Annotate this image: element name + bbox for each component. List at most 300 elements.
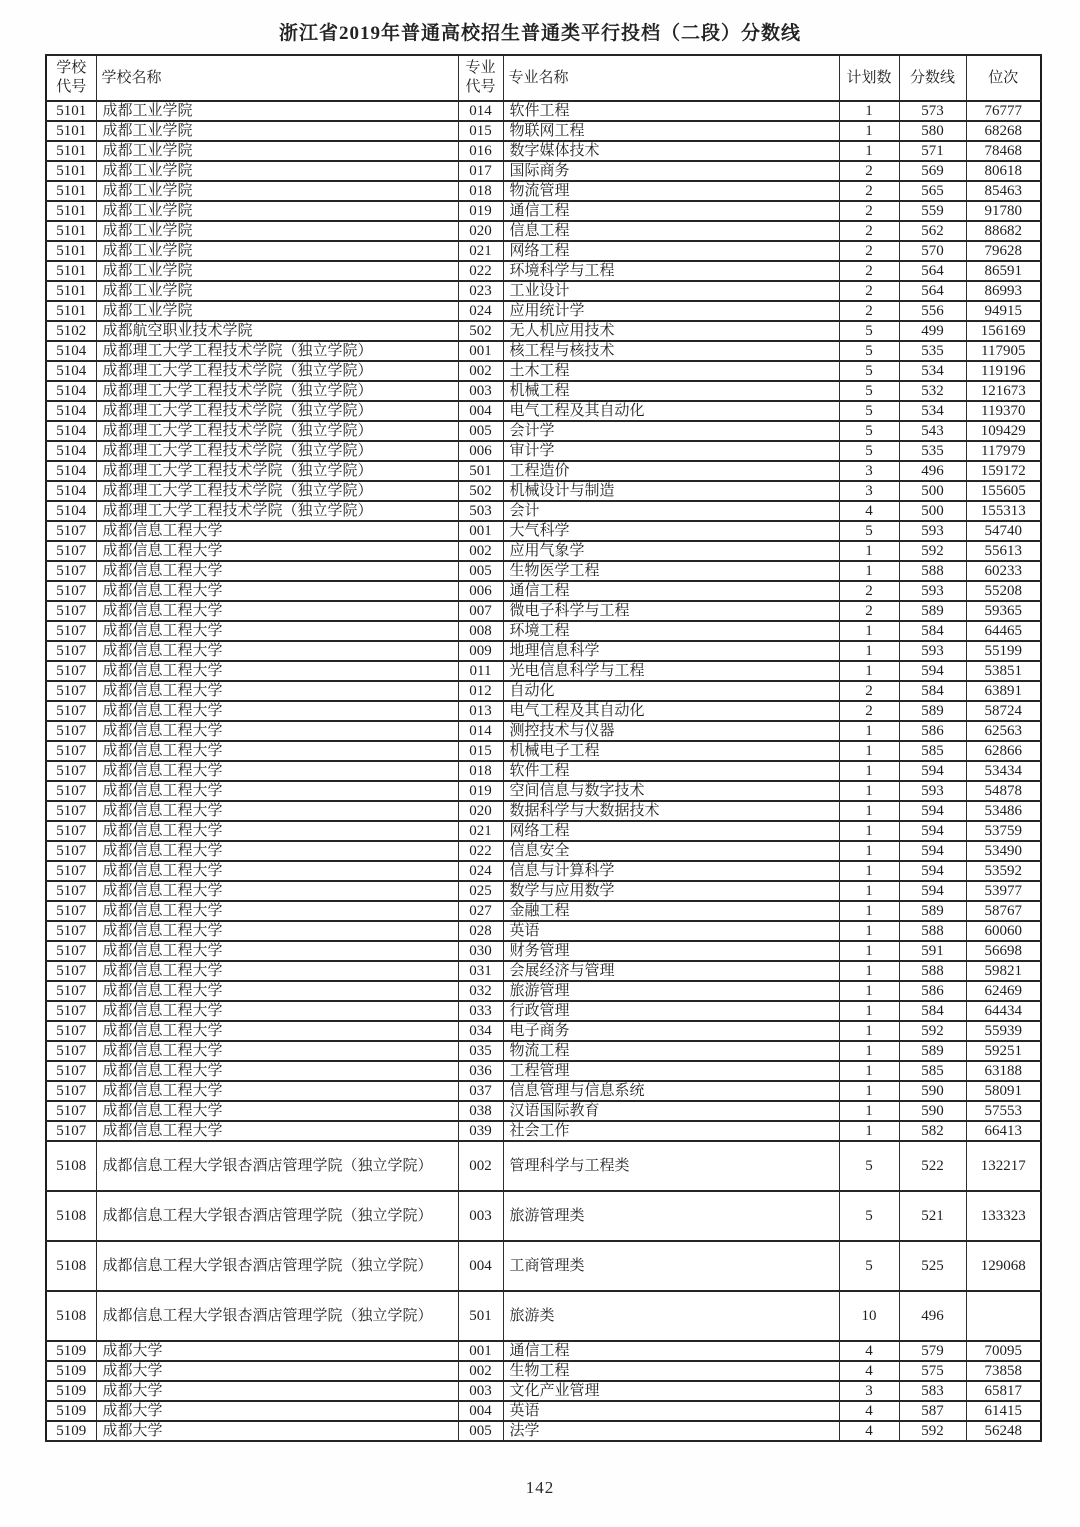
- score-line-cell: 594: [899, 661, 966, 681]
- school-name-cell: 成都信息工程大学: [96, 701, 458, 721]
- school-code-cell: 5101: [46, 261, 96, 281]
- score-line-cell: 588: [899, 961, 966, 981]
- table-row: [46, 241, 1041, 261]
- school-code-cell: 5107: [46, 1001, 96, 1021]
- major-name-cell: 数据科学与大数据技术: [503, 801, 839, 821]
- major-name-cell: 旅游类: [503, 1291, 839, 1341]
- school-name-cell: 成都大学: [96, 1361, 458, 1381]
- rank-cell: 159172: [966, 461, 1041, 481]
- school-name-cell: 成都理工大学工程技术学院（独立学院）: [96, 481, 458, 501]
- school-name-cell: 成都信息工程大学银杏酒店管理学院（独立学院）: [96, 1191, 458, 1241]
- major-code-cell: 028: [458, 921, 503, 941]
- plan-count-cell: 1: [839, 821, 899, 841]
- plan-count-cell: 2: [839, 681, 899, 701]
- plan-count-cell: 4: [839, 1341, 899, 1361]
- score-line-cell: 535: [899, 341, 966, 361]
- score-line-cell: 532: [899, 381, 966, 401]
- major-name-cell: 旅游管理: [503, 981, 839, 1001]
- page-number: 142: [525, 1478, 555, 1497]
- major-code-cell: 018: [458, 181, 503, 201]
- school-code-cell: 5104: [46, 341, 96, 361]
- major-name-cell: 光电信息科学与工程: [503, 661, 839, 681]
- school-name-cell: 成都工业学院: [96, 281, 458, 301]
- major-code-cell: 027: [458, 901, 503, 921]
- school-name-cell: 成都理工大学工程技术学院（独立学院）: [96, 341, 458, 361]
- plan-count-cell: 2: [839, 261, 899, 281]
- school-name-cell: 成都信息工程大学: [96, 941, 458, 961]
- plan-count-cell: 2: [839, 181, 899, 201]
- scores-table: [45, 54, 1042, 1442]
- score-line-cell: 556: [899, 301, 966, 321]
- rank-cell: 61415: [966, 1401, 1041, 1421]
- plan-count-cell: 1: [839, 921, 899, 941]
- major-name-cell: 行政管理: [503, 1001, 839, 1021]
- major-name-cell: 会计: [503, 501, 839, 521]
- school-name-cell: 成都信息工程大学银杏酒店管理学院（独立学院）: [96, 1241, 458, 1291]
- header-school-name: 学校名称: [96, 55, 458, 101]
- major-name-cell: 工程管理: [503, 1061, 839, 1081]
- table-row: [46, 861, 1041, 881]
- major-code-cell: 024: [458, 861, 503, 881]
- table-row: [46, 1121, 1041, 1141]
- table-row: [46, 1241, 1041, 1291]
- table-row: [46, 221, 1041, 241]
- major-name-cell: 地理信息科学: [503, 641, 839, 661]
- rank-cell: [966, 1291, 1041, 1341]
- rank-cell: 86591: [966, 261, 1041, 281]
- score-line-cell: 594: [899, 881, 966, 901]
- table-row: [46, 821, 1041, 841]
- school-code-cell: 5107: [46, 741, 96, 761]
- major-code-cell: 001: [458, 521, 503, 541]
- rank-cell: 86993: [966, 281, 1041, 301]
- school-name-cell: 成都大学: [96, 1421, 458, 1441]
- major-code-cell: 008: [458, 621, 503, 641]
- table-row: [46, 121, 1041, 141]
- plan-count-cell: 1: [839, 561, 899, 581]
- school-code-cell: 5109: [46, 1381, 96, 1401]
- school-code-cell: 5107: [46, 981, 96, 1001]
- plan-count-cell: 1: [839, 1061, 899, 1081]
- school-name-cell: 成都信息工程大学: [96, 601, 458, 621]
- rank-cell: 64434: [966, 1001, 1041, 1021]
- rank-cell: 64465: [966, 621, 1041, 641]
- rank-cell: 53592: [966, 861, 1041, 881]
- major-name-cell: 物联网工程: [503, 121, 839, 141]
- school-code-cell: 5104: [46, 401, 96, 421]
- plan-count-cell: 2: [839, 161, 899, 181]
- table-row: [46, 681, 1041, 701]
- score-line-cell: 589: [899, 1041, 966, 1061]
- rank-cell: 155605: [966, 481, 1041, 501]
- score-line-cell: 584: [899, 621, 966, 641]
- plan-count-cell: 1: [839, 781, 899, 801]
- school-code-cell: 5107: [46, 1021, 96, 1041]
- table-row: [46, 341, 1041, 361]
- major-code-cell: 021: [458, 241, 503, 261]
- school-name-cell: 成都信息工程大学: [96, 1041, 458, 1061]
- school-code-cell: 5107: [46, 781, 96, 801]
- major-name-cell: 汉语国际教育: [503, 1101, 839, 1121]
- score-line-cell: 580: [899, 121, 966, 141]
- rank-cell: 55613: [966, 541, 1041, 561]
- major-name-cell: 电气工程及其自动化: [503, 401, 839, 421]
- major-name-cell: 金融工程: [503, 901, 839, 921]
- school-code-cell: 5101: [46, 161, 96, 181]
- major-name-cell: 审计学: [503, 441, 839, 461]
- major-code-cell: 501: [458, 1291, 503, 1341]
- school-code-cell: 5107: [46, 521, 96, 541]
- school-name-cell: 成都信息工程大学: [96, 521, 458, 541]
- major-name-cell: 工程造价: [503, 461, 839, 481]
- major-code-cell: 039: [458, 1121, 503, 1141]
- plan-count-cell: 4: [839, 501, 899, 521]
- table-row: [46, 601, 1041, 621]
- table-row: [46, 1291, 1041, 1341]
- rank-cell: 55208: [966, 581, 1041, 601]
- score-line-cell: 589: [899, 901, 966, 921]
- school-name-cell: 成都信息工程大学: [96, 681, 458, 701]
- school-code-cell: 5101: [46, 141, 96, 161]
- plan-count-cell: 5: [839, 441, 899, 461]
- table-row: [46, 201, 1041, 221]
- school-name-cell: 成都信息工程大学: [96, 921, 458, 941]
- major-code-cell: 014: [458, 721, 503, 741]
- major-name-cell: 网络工程: [503, 821, 839, 841]
- school-name-cell: 成都工业学院: [96, 241, 458, 261]
- major-code-cell: 003: [458, 1191, 503, 1241]
- major-code-cell: 003: [458, 381, 503, 401]
- school-code-cell: 5107: [46, 1061, 96, 1081]
- score-line-cell: 593: [899, 641, 966, 661]
- rank-cell: 54740: [966, 521, 1041, 541]
- school-code-cell: 5107: [46, 841, 96, 861]
- plan-count-cell: 1: [839, 861, 899, 881]
- score-line-cell: 585: [899, 1061, 966, 1081]
- rank-cell: 117905: [966, 341, 1041, 361]
- major-name-cell: 工商管理类: [503, 1241, 839, 1291]
- school-name-cell: 成都工业学院: [96, 201, 458, 221]
- plan-count-cell: 1: [839, 841, 899, 861]
- table-row: [46, 661, 1041, 681]
- rank-cell: 60060: [966, 921, 1041, 941]
- header-rank: 位次: [966, 55, 1041, 101]
- plan-count-cell: 4: [839, 1361, 899, 1381]
- score-line-cell: 569: [899, 161, 966, 181]
- rank-cell: 58724: [966, 701, 1041, 721]
- plan-count-cell: 1: [839, 1041, 899, 1061]
- school-name-cell: 成都理工大学工程技术学院（独立学院）: [96, 441, 458, 461]
- rank-cell: 53490: [966, 841, 1041, 861]
- score-line-cell: 593: [899, 781, 966, 801]
- major-name-cell: 文化产业管理: [503, 1381, 839, 1401]
- score-line-cell: 588: [899, 561, 966, 581]
- major-code-cell: 502: [458, 321, 503, 341]
- school-name-cell: 成都信息工程大学: [96, 861, 458, 881]
- table-row: [46, 901, 1041, 921]
- major-code-cell: 004: [458, 401, 503, 421]
- table-row: [46, 1081, 1041, 1101]
- rank-cell: 76777: [966, 101, 1041, 121]
- plan-count-cell: 5: [839, 361, 899, 381]
- major-code-cell: 019: [458, 201, 503, 221]
- plan-count-cell: 1: [839, 881, 899, 901]
- major-code-cell: 017: [458, 161, 503, 181]
- score-line-cell: 588: [899, 921, 966, 941]
- table-row: [46, 761, 1041, 781]
- rank-cell: 119370: [966, 401, 1041, 421]
- rank-cell: 121673: [966, 381, 1041, 401]
- score-line-cell: 585: [899, 741, 966, 761]
- school-code-cell: 5104: [46, 361, 96, 381]
- header-plan-count: 计划数: [839, 55, 899, 101]
- major-name-cell: 无人机应用技术: [503, 321, 839, 341]
- table-row: [46, 641, 1041, 661]
- school-code-cell: 5107: [46, 921, 96, 941]
- rank-cell: 55199: [966, 641, 1041, 661]
- major-name-cell: 英语: [503, 921, 839, 941]
- table-row: [46, 881, 1041, 901]
- school-name-cell: 成都信息工程大学: [96, 581, 458, 601]
- plan-count-cell: 5: [839, 1191, 899, 1241]
- school-name-cell: 成都信息工程大学: [96, 901, 458, 921]
- major-name-cell: 通信工程: [503, 201, 839, 221]
- major-code-cell: 035: [458, 1041, 503, 1061]
- plan-count-cell: 1: [839, 541, 899, 561]
- score-line-cell: 582: [899, 1121, 966, 1141]
- table-row: [46, 1001, 1041, 1021]
- major-name-cell: 微电子科学与工程: [503, 601, 839, 621]
- major-code-cell: 002: [458, 361, 503, 381]
- plan-count-cell: 5: [839, 421, 899, 441]
- score-line-cell: 591: [899, 941, 966, 961]
- score-line-cell: 592: [899, 1421, 966, 1441]
- score-line-cell: 500: [899, 481, 966, 501]
- major-code-cell: 012: [458, 681, 503, 701]
- school-code-cell: 5101: [46, 241, 96, 261]
- table-row: [46, 421, 1041, 441]
- school-code-cell: 5107: [46, 1121, 96, 1141]
- major-code-cell: 032: [458, 981, 503, 1001]
- score-line-cell: 525: [899, 1241, 966, 1291]
- major-code-cell: 015: [458, 741, 503, 761]
- plan-count-cell: 1: [839, 761, 899, 781]
- major-name-cell: 英语: [503, 1401, 839, 1421]
- plan-count-cell: 5: [839, 401, 899, 421]
- table-row: [46, 161, 1041, 181]
- major-code-cell: 001: [458, 341, 503, 361]
- table-row: [46, 441, 1041, 461]
- school-code-cell: 5101: [46, 121, 96, 141]
- school-name-cell: 成都信息工程大学: [96, 961, 458, 981]
- major-name-cell: 会展经济与管理: [503, 961, 839, 981]
- score-line-cell: 592: [899, 541, 966, 561]
- major-code-cell: 022: [458, 841, 503, 861]
- major-code-cell: 006: [458, 441, 503, 461]
- header-major-name: 专业名称: [503, 55, 839, 101]
- school-name-cell: 成都信息工程大学: [96, 641, 458, 661]
- plan-count-cell: 3: [839, 1381, 899, 1401]
- table-row: [46, 481, 1041, 501]
- rank-cell: 68268: [966, 121, 1041, 141]
- major-code-cell: 034: [458, 1021, 503, 1041]
- rank-cell: 55939: [966, 1021, 1041, 1041]
- school-name-cell: 成都信息工程大学: [96, 1121, 458, 1141]
- school-name-cell: 成都信息工程大学银杏酒店管理学院（独立学院）: [96, 1141, 458, 1191]
- major-name-cell: 核工程与核技术: [503, 341, 839, 361]
- school-code-cell: 5107: [46, 541, 96, 561]
- major-code-cell: 020: [458, 221, 503, 241]
- school-code-cell: 5107: [46, 1101, 96, 1121]
- table-row: [46, 621, 1041, 641]
- rank-cell: 58091: [966, 1081, 1041, 1101]
- table-row: [46, 741, 1041, 761]
- school-name-cell: 成都信息工程大学: [96, 1021, 458, 1041]
- table-row: [46, 1101, 1041, 1121]
- table-row: [46, 721, 1041, 741]
- major-name-cell: 通信工程: [503, 1341, 839, 1361]
- rank-cell: 91780: [966, 201, 1041, 221]
- school-name-cell: 成都工业学院: [96, 261, 458, 281]
- major-code-cell: 005: [458, 561, 503, 581]
- major-name-cell: 物流工程: [503, 1041, 839, 1061]
- score-line-cell: 594: [899, 861, 966, 881]
- table-row: [46, 1361, 1041, 1381]
- plan-count-cell: 1: [839, 661, 899, 681]
- plan-count-cell: 5: [839, 521, 899, 541]
- school-code-cell: 5107: [46, 621, 96, 641]
- major-code-cell: 002: [458, 1141, 503, 1191]
- major-code-cell: 004: [458, 1401, 503, 1421]
- plan-count-cell: 4: [839, 1421, 899, 1441]
- table-row: [46, 801, 1041, 821]
- table-row: [46, 261, 1041, 281]
- plan-count-cell: 1: [839, 981, 899, 1001]
- school-name-cell: 成都工业学院: [96, 141, 458, 161]
- school-name-cell: 成都信息工程大学: [96, 1101, 458, 1121]
- plan-count-cell: 1: [839, 101, 899, 121]
- score-line-cell: 559: [899, 201, 966, 221]
- score-line-cell: 565: [899, 181, 966, 201]
- school-name-cell: 成都工业学院: [96, 221, 458, 241]
- table-row: [46, 401, 1041, 421]
- rank-cell: 53851: [966, 661, 1041, 681]
- rank-cell: 63188: [966, 1061, 1041, 1081]
- major-code-cell: 016: [458, 141, 503, 161]
- school-code-cell: 5107: [46, 941, 96, 961]
- major-name-cell: 软件工程: [503, 761, 839, 781]
- major-name-cell: 电子商务: [503, 1021, 839, 1041]
- score-line-cell: 590: [899, 1081, 966, 1101]
- score-line-cell: 594: [899, 841, 966, 861]
- school-code-cell: 5108: [46, 1241, 96, 1291]
- school-code-cell: 5104: [46, 421, 96, 441]
- rank-cell: 73858: [966, 1361, 1041, 1381]
- rank-cell: 94915: [966, 301, 1041, 321]
- school-code-cell: 5107: [46, 641, 96, 661]
- major-name-cell: 网络工程: [503, 241, 839, 261]
- school-name-cell: 成都大学: [96, 1401, 458, 1421]
- school-code-cell: 5107: [46, 901, 96, 921]
- major-code-cell: 022: [458, 261, 503, 281]
- plan-count-cell: 1: [839, 1121, 899, 1141]
- table-row: [46, 781, 1041, 801]
- school-code-cell: 5107: [46, 561, 96, 581]
- plan-count-cell: 3: [839, 461, 899, 481]
- school-code-cell: 5107: [46, 961, 96, 981]
- table-row: [46, 281, 1041, 301]
- major-name-cell: 机械工程: [503, 381, 839, 401]
- table-row: [46, 841, 1041, 861]
- school-name-cell: 成都理工大学工程技术学院（独立学院）: [96, 461, 458, 481]
- school-code-cell: 5109: [46, 1401, 96, 1421]
- plan-count-cell: 1: [839, 721, 899, 741]
- score-line-cell: 500: [899, 501, 966, 521]
- rank-cell: 155313: [966, 501, 1041, 521]
- rank-cell: 59821: [966, 961, 1041, 981]
- school-code-cell: 5107: [46, 761, 96, 781]
- school-name-cell: 成都信息工程大学: [96, 761, 458, 781]
- table-row: [46, 941, 1041, 961]
- score-line-cell: 521: [899, 1191, 966, 1241]
- score-line-cell: 594: [899, 821, 966, 841]
- plan-count-cell: 1: [839, 1021, 899, 1041]
- plan-count-cell: 2: [839, 301, 899, 321]
- plan-count-cell: 5: [839, 1141, 899, 1191]
- plan-count-cell: 2: [839, 701, 899, 721]
- school-name-cell: 成都信息工程大学: [96, 621, 458, 641]
- major-code-cell: 020: [458, 801, 503, 821]
- school-name-cell: 成都工业学院: [96, 101, 458, 121]
- major-code-cell: 007: [458, 601, 503, 621]
- rank-cell: 63891: [966, 681, 1041, 701]
- major-name-cell: 国际商务: [503, 161, 839, 181]
- school-name-cell: 成都工业学院: [96, 181, 458, 201]
- school-code-cell: 5108: [46, 1141, 96, 1191]
- table-row: [46, 461, 1041, 481]
- plan-count-cell: 5: [839, 1241, 899, 1291]
- school-code-cell: 5108: [46, 1191, 96, 1241]
- major-name-cell: 环境工程: [503, 621, 839, 641]
- major-code-cell: 503: [458, 501, 503, 521]
- school-code-cell: 5107: [46, 821, 96, 841]
- school-name-cell: 成都信息工程大学: [96, 541, 458, 561]
- plan-count-cell: 2: [839, 241, 899, 261]
- major-name-cell: 机械电子工程: [503, 741, 839, 761]
- school-name-cell: 成都大学: [96, 1381, 458, 1401]
- rank-cell: 53759: [966, 821, 1041, 841]
- school-name-cell: 成都工业学院: [96, 161, 458, 181]
- major-name-cell: 旅游管理类: [503, 1191, 839, 1241]
- major-code-cell: 031: [458, 961, 503, 981]
- major-name-cell: 物流管理: [503, 181, 839, 201]
- rank-cell: 56248: [966, 1421, 1041, 1441]
- score-line-cell: 575: [899, 1361, 966, 1381]
- table-row: [46, 301, 1041, 321]
- school-name-cell: 成都信息工程大学: [96, 801, 458, 821]
- table-row: [46, 581, 1041, 601]
- score-line-cell: 589: [899, 701, 966, 721]
- table-row: [46, 141, 1041, 161]
- school-code-cell: 5101: [46, 301, 96, 321]
- major-name-cell: 空间信息与数字技术: [503, 781, 839, 801]
- school-code-cell: 5109: [46, 1361, 96, 1381]
- score-line-cell: 570: [899, 241, 966, 261]
- plan-count-cell: 5: [839, 321, 899, 341]
- table-row: [46, 1341, 1041, 1361]
- major-code-cell: 005: [458, 421, 503, 441]
- score-line-cell: 593: [899, 521, 966, 541]
